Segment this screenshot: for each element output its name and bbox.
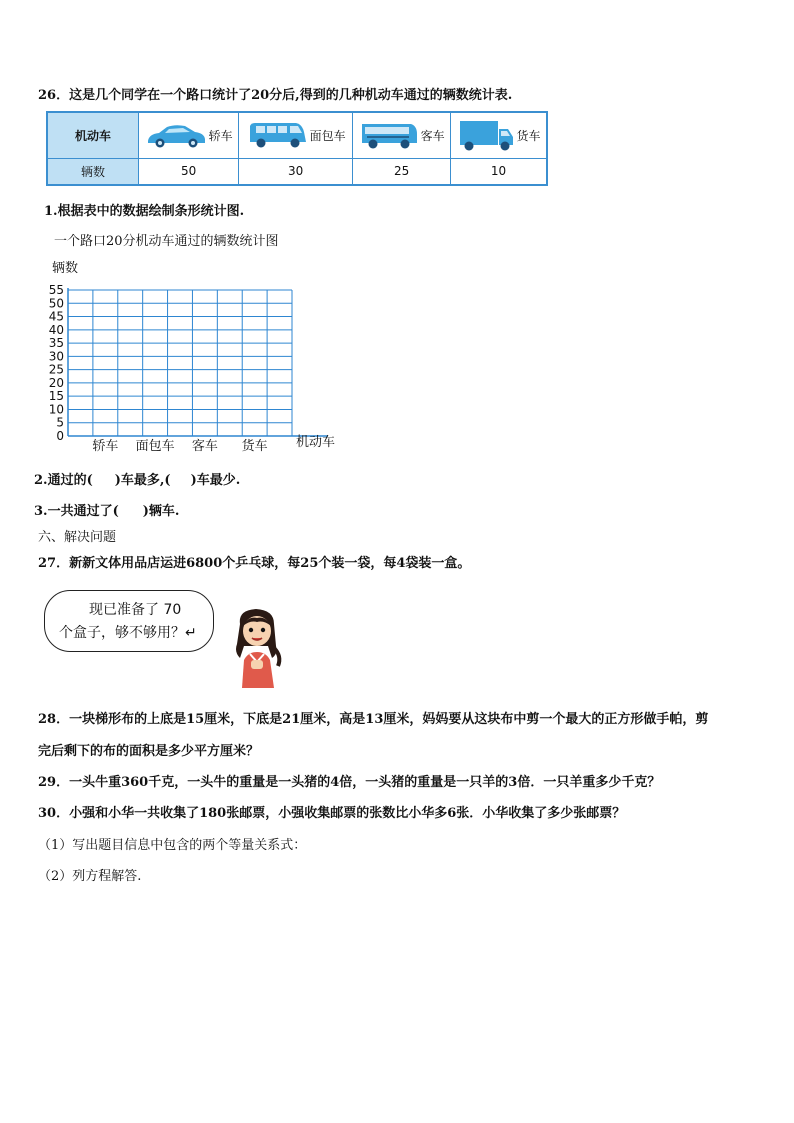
x-tick-label: 面包车: [135, 439, 175, 454]
vehicle-count-table: [46, 111, 548, 186]
y-tick-label: 35: [48, 336, 64, 351]
q26-sub1: 1.根据表中的数据绘制条形统计图.: [44, 204, 245, 219]
y-tick-label: 15: [48, 389, 64, 404]
vehicle-cell-bus: [353, 112, 451, 158]
sedan-icon: [145, 121, 207, 149]
count-cell-truck: 10: [451, 158, 547, 185]
x-tick-label: 货车: [241, 439, 268, 454]
x-tick-label: 轿车: [92, 439, 119, 454]
girl-illustration: [228, 606, 288, 690]
table-header-vehicle: 机动车: [47, 112, 139, 158]
q26-sub3-part2: )辆车.: [142, 504, 180, 519]
y-tick-label: 0: [56, 429, 64, 443]
x-tick-label: 客车: [191, 439, 218, 454]
q28-line2: 完后剩下的布的面积是多少平方厘米？: [38, 744, 260, 759]
count-cell-minivan: 30: [239, 158, 353, 185]
x-axis-label: 机动车: [296, 435, 336, 450]
y-tick-label: 5: [56, 415, 64, 430]
q27-text: 27．新新文体用品店运进6800个乒乓球，每25个装一袋，每4袋装一盒。: [38, 556, 471, 571]
q26-sub3-part1: 3.一共通过了(: [34, 504, 119, 519]
q26-sub3: [34, 500, 179, 519]
chart-title: 一个路口20分机动车通过的辆数统计图: [54, 234, 279, 249]
q26-sub2-part2: )车最多,(: [114, 473, 171, 488]
blank-bar-chart[interactable]: [36, 256, 356, 456]
y-tick-label: 20: [48, 375, 64, 390]
y-axis-label: 辆数: [52, 261, 79, 276]
section-six-heading: 六、解决问题: [38, 530, 117, 545]
vehicle-cell-sedan: [139, 112, 239, 158]
y-tick-label: 50: [48, 296, 64, 311]
q29-text: 29．一头牛重360千克，一头牛的重量是一头猪的4倍，一头猪的重量是一只羊的3倍．一只羊重多少千克？: [38, 775, 661, 790]
minivan-icon: [246, 120, 308, 150]
bubble-line2: 个盒子，够不够用？↵: [59, 625, 197, 641]
bus-icon: [359, 120, 419, 150]
y-tick-label: 30: [48, 349, 64, 364]
vehicle-cell-truck: [451, 112, 547, 158]
q30-part2: （2）列方程解答.: [38, 869, 142, 884]
q30-text: 30．小强和小华一共收集了180张邮票，小强收集邮票的张数比小华多6张．小华收集了多少张邮票？: [38, 806, 626, 821]
vehicle-label-sedan: 轿车: [208, 128, 233, 143]
speech-bubble: [44, 590, 214, 652]
q26-sub2-part1: 2.通过的(: [34, 473, 93, 488]
vehicle-cell-minivan: [239, 112, 353, 158]
y-tick-label: 55: [48, 283, 64, 297]
y-tick-label: 10: [48, 402, 64, 417]
vehicle-label-bus: 客车: [420, 128, 445, 143]
y-tick-label: 40: [48, 322, 64, 337]
q28-line1: 28．一块梯形布的上底是15厘米，下底是21厘米，高是13厘米，妈妈要从这块布中剪一个最大的正方形做手帕，剪: [38, 712, 709, 727]
table-header-count: 辆数: [47, 158, 139, 185]
q26-sub2-part3: )车最少.: [190, 473, 241, 488]
vehicle-label-truck: 货车: [516, 128, 541, 143]
count-cell-bus: 25: [353, 158, 451, 185]
q26-stem: 26．这是几个同学在一个路口统计了20分后,得到的几种机动车通过的辆数统计表.: [38, 88, 513, 103]
truck-icon: [457, 118, 515, 152]
bubble-line1: 现已准备了 70: [89, 602, 182, 618]
q30-part1: （1）写出题目信息中包含的两个等量关系式：: [38, 838, 307, 853]
vehicle-label-minivan: 面包车: [309, 128, 346, 143]
y-tick-label: 45: [48, 309, 64, 324]
q26-sub2: [34, 469, 240, 488]
count-cell-sedan: 50: [139, 158, 239, 185]
y-tick-label: 25: [48, 362, 64, 377]
